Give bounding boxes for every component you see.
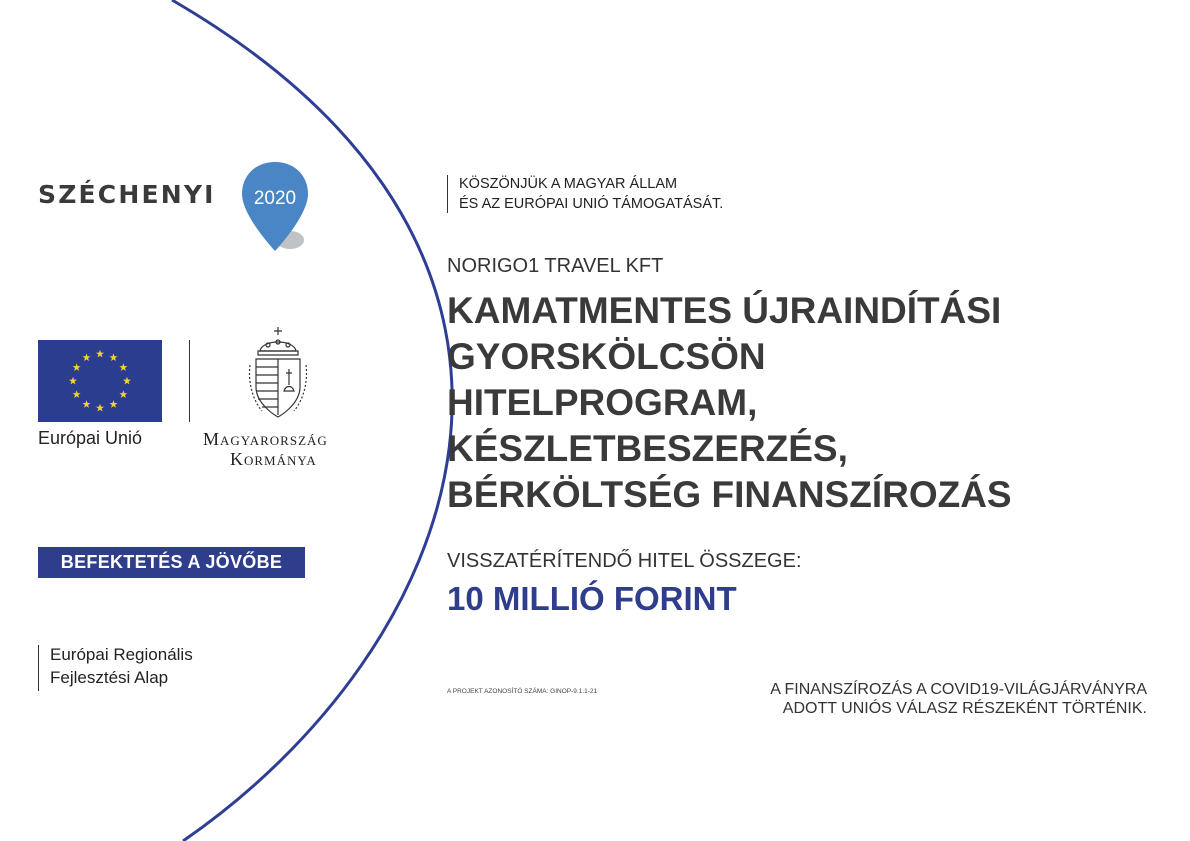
government-label-line1: Magyarország (203, 429, 328, 449)
loan-amount: 10 MILLIÓ FORINT (447, 580, 737, 617)
logo-divider (189, 340, 190, 422)
loan-amount-label: VISSZATÉRÍTENDŐ HITEL ÖSSZEGE: (447, 550, 802, 572)
headline-line: KAMATMENTES ÚJRAINDÍTÁSI (447, 290, 1002, 331)
government-label-line2: Kormánya (230, 449, 317, 469)
project-id: A PROJEKT AZONOSÍTÓ SZÁMA: GINOP-9.1.1-21 (447, 688, 598, 695)
eu-star-icon (110, 400, 118, 408)
covid-note-line2: ADOTT UNIÓS VÁLASZ RÉSZEKÉNT TÖRTÉNIK. (782, 700, 1147, 717)
thanks-line2: ÉS AZ EURÓPAI UNIÓ TÁMOGATÁSÁT. (459, 196, 724, 212)
fund-label-line1: Európai Regionális (50, 645, 193, 664)
eu-star-icon (96, 350, 104, 358)
szechenyi-wordmark: SZÉCHENYI (38, 180, 216, 209)
eu-star-icon (69, 377, 77, 385)
company-name: NORIGO1 TRAVEL KFT (447, 255, 664, 277)
hungarian-coat-of-arms-icon (248, 325, 308, 421)
eu-flag (38, 340, 162, 422)
invest-banner: BEFEKTETÉS A JÖVŐBE (38, 547, 305, 578)
logo-year: 2020 (253, 188, 297, 209)
thanks-divider (447, 175, 448, 213)
project-headline (447, 288, 1012, 518)
covid-note-line1: A FINANSZÍROZÁS A COVID19-VILÁGJÁRVÁNYRA (770, 681, 1147, 698)
eu-star-icon (110, 353, 118, 361)
covid-note (770, 680, 1147, 718)
headline-line: BÉRKÖLTSÉG FINANSZÍROZÁS (447, 474, 1012, 515)
eu-star-icon (119, 390, 127, 398)
eu-star-icon (96, 404, 104, 412)
fund-divider (38, 645, 39, 691)
headline-line: HITELPROGRAM, (447, 382, 758, 423)
eu-label: Európai Unió (38, 428, 143, 448)
headline-line: GYORSKÖLCSÖN (447, 336, 766, 377)
eu-star-icon (83, 400, 91, 408)
fund-label-line2: Fejlesztési Alap (50, 668, 169, 687)
szechenyi-2020-pin-logo (238, 158, 313, 258)
eu-star-icon (83, 353, 91, 361)
eu-star-icon (73, 390, 81, 398)
eu-star-icon (119, 363, 127, 371)
headline-line: KÉSZLETBESZERZÉS, (447, 428, 848, 469)
eu-star-icon (123, 377, 131, 385)
thanks-line1: KÖSZÖNJÜK A MAGYAR ÁLLAM (459, 176, 678, 192)
eu-star-icon (73, 363, 81, 371)
